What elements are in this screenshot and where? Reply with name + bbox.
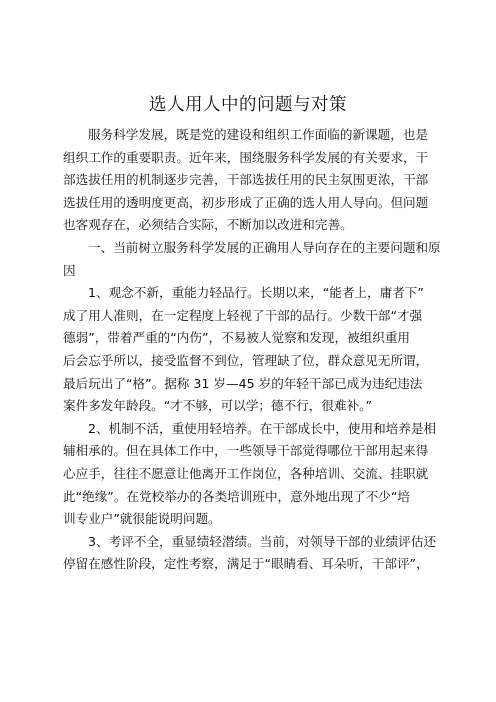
text-line: 也客观存在，必须结合实际，不断加以改进和完善。: [63, 217, 353, 233]
text-line: 一、当前树立服务科学发展的正确用人导向存在的主要问题和原: [88, 239, 441, 255]
text-line: 此“绝缘”。在党校举办的各类培训班中，意外地出现了不少“培: [63, 488, 411, 504]
text-line: 服务科学发展，既是党的建设和组织工作面临的新课题，也是: [88, 127, 429, 142]
text-line: 案件多发年龄段。“才不够，可以学；德不行，很难补。”: [63, 398, 372, 414]
text-line: 因: [63, 262, 76, 278]
text-line: 后会忘乎所以，接受监督不到位，管理缺了位，群众意见无所谓，: [63, 352, 429, 368]
text-line: 训专业户”就很能说明问题。: [63, 511, 221, 527]
text-line: 停留在感性阶段，定性考察，满足于“眼睛看、耳朵听，干部评”，: [63, 556, 429, 572]
document-body: [63, 124, 441, 576]
text-line: 部选拔任用的机制逐步完善，干部选拔任用的民主氛围更浓，干部: [63, 172, 429, 188]
text-line: 3、考评不全，重显绩轻潜绩。当前，对领导干部的业绩评估还: [88, 533, 437, 549]
text-line: 最后玩出了“格”。据称 31 岁—45 岁的年轻干部已成为违纪违法: [63, 375, 423, 391]
text-line: 2、机制不活，重使用轻培养。在干部成长中，使用和培养是相: [88, 420, 437, 436]
text-line: 心应手，往往不愿意让他离开工作岗位，各种培训、交流、挂职就: [63, 465, 429, 481]
document-title: 选人用人中的问题与对策: [149, 95, 347, 115]
text-line: 辅相承的。但在具体工作中，一些领导干部觉得哪位干部用起来得: [63, 443, 429, 459]
text-line: 组织工作的重要职责。近年来，围绕服务科学发展的有关要求，干: [63, 149, 429, 165]
text-line: 成了用人准则，在一定程度上轻视了干部的品行。少数干部“才强: [63, 307, 423, 323]
text-line: 德弱”，带着严重的“内伤”，不易被人觉察和发现，被组织重用: [63, 330, 411, 346]
text-line: 选拔任用的透明度更高，初步形成了正确的选人用人导向。但问题: [63, 194, 429, 210]
text-line: 1、观念不新，重能力轻品行。长期以来，“能者上，庸者下”: [88, 285, 424, 301]
